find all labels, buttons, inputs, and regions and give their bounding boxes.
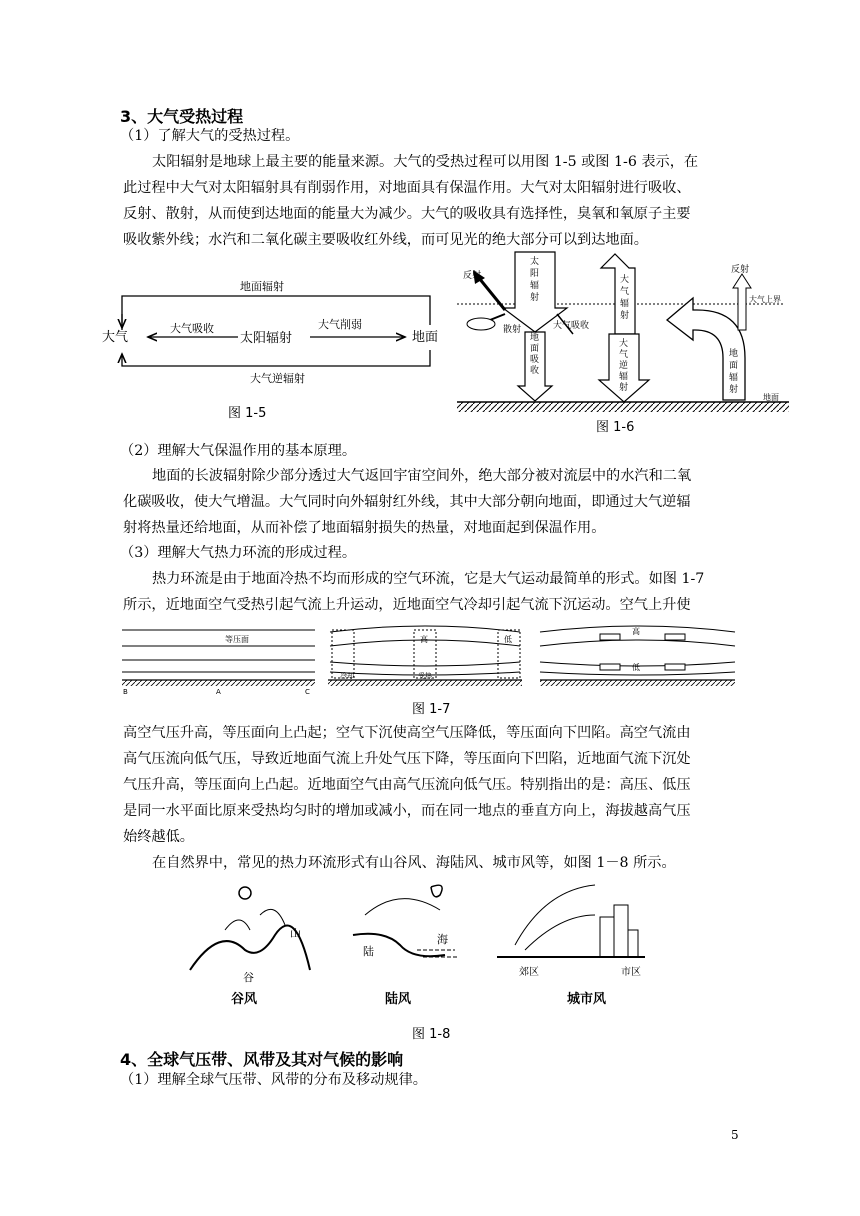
fig17-b: B xyxy=(123,688,128,696)
fig16-grad-3: 辐 xyxy=(729,373,739,383)
fig15-top-label: 地面辐射 xyxy=(240,280,284,293)
figure-1-7-caption: 图 1-7 xyxy=(412,702,451,717)
fig16-sun-2: 阳 xyxy=(530,269,540,279)
fig17-c: C xyxy=(305,688,310,696)
fig16-sun-4: 射 xyxy=(530,293,540,303)
subheading-2: （2）理解大气保温作用的基本原理。 xyxy=(120,443,357,459)
fig17-isobar: 等压面 xyxy=(225,635,249,644)
para-line: 所示，近地面空气受热引起气流上升运动，近地面空气冷却引起气流下沉运动。空气上升使 xyxy=(123,597,691,613)
fig17-a: A xyxy=(216,688,221,696)
fig16-atm-1: 大 xyxy=(620,275,630,285)
fig15-absorb: 大气吸收 xyxy=(170,322,214,335)
fig18-city: 市区 xyxy=(621,967,641,978)
section-3-heading: 3、大气受热过程 xyxy=(120,107,244,126)
fig16-ground: 地面 xyxy=(763,393,779,402)
para-line: 反射、散射，从而使到达地面的能量大为减少。大气的吸收具有选择性，臭氧和氧原子主要 xyxy=(123,206,691,222)
fig16-gabs-1: 地 xyxy=(530,333,540,343)
fig18-valley-wind: 谷风 xyxy=(231,992,258,1007)
figure-1-5 xyxy=(100,270,450,400)
fig18-city-wind: 城市风 xyxy=(567,992,607,1007)
fig15-weaken: 大气削弱 xyxy=(318,318,362,331)
para-line: 高气压流向低气压，导致近地面气流上升处气压下降，等压面向下凹陷，近地面气流下沉处 xyxy=(123,751,691,767)
fig16-back-2: 气 xyxy=(619,350,629,360)
para-line: 太阳辐射是地球上最主要的能量来源。大气的受热过程可以用图 1-5 或图 1-6 表示，在 xyxy=(152,154,699,170)
subheading-3: （3）理解大气热力环流的形成过程。 xyxy=(120,545,357,561)
page-number: 5 xyxy=(731,1128,739,1142)
fig16-atm-3: 辐 xyxy=(620,299,630,309)
section-4-heading: 4、全球气压带、风带及其对气候的影响 xyxy=(120,1050,404,1069)
figure-1-8 xyxy=(185,875,665,1015)
figure-1-7 xyxy=(120,622,740,697)
subheading-1: （1）了解大气的受热过程。 xyxy=(120,128,300,144)
fig16-back-5: 射 xyxy=(619,383,629,393)
fig15-atmosphere: 大气 xyxy=(102,330,129,345)
fig18-land-wind: 陆风 xyxy=(385,992,412,1007)
fig16-top-boundary: 大气上界 xyxy=(749,295,781,304)
figure-1-8-caption: 图 1-8 xyxy=(412,1027,451,1042)
para-line: 射将热量还给地面，从而补偿了地面辐射损失的热量，对地面起到保温作用。 xyxy=(123,520,606,536)
fig17-high-2: 高 xyxy=(632,627,640,636)
para-line: 吸收紫外线；水汽和二氧化碳主要吸收红外线，而可见光的绝大部分可以到达地面。 xyxy=(123,232,648,248)
para-line: 始终越低。 xyxy=(123,829,194,845)
para-line: 化碳吸收，使大气增温。大气同时向外辐射红外线，其中大部分朝向地面，即通过大气逆辐 xyxy=(123,494,691,510)
fig16-gabs-4: 收 xyxy=(530,366,540,376)
fig16-grad-4: 射 xyxy=(729,385,739,395)
fig16-grad-2: 面 xyxy=(729,361,739,371)
fig16-grad-1: 地 xyxy=(729,349,739,359)
fig17-heat: 受热 xyxy=(418,672,432,680)
para-line: 此过程中大气对太阳辐射具有削弱作用，对地面具有保温作用。大气对太阳辐射进行吸收、 xyxy=(123,180,691,196)
fig18-sea: 海 xyxy=(437,933,448,946)
fig16-scatter: 散射 xyxy=(503,325,522,335)
figure-1-5-caption: 图 1-5 xyxy=(228,406,267,421)
fig18-mountain: 山 xyxy=(290,927,301,940)
fig17-high: 高 xyxy=(420,635,428,644)
fig16-atm-2: 气 xyxy=(620,287,630,297)
fig16-atm-4: 射 xyxy=(620,311,630,321)
fig15-ground: 地面 xyxy=(412,330,439,345)
figure-1-6 xyxy=(455,248,795,413)
fig16-back-1: 大 xyxy=(619,339,629,349)
para-line: 气压升高，等压面向上凸起。近地面空气由高气压流向低气压。特别指出的是：高压、低压 xyxy=(123,777,691,793)
fig16-absorb: 大气吸收 xyxy=(553,321,590,331)
fig16-back-3: 逆 xyxy=(619,361,629,371)
para-line: 地面的长波辐射除少部分透过大气返回宇宙空间外，绝大部分被对流层中的水汽和二氧 xyxy=(152,468,692,484)
fig15-bottom: 大气逆辐射 xyxy=(250,372,305,385)
fig17-low-2: 低 xyxy=(632,663,640,672)
fig18-suburb: 郊区 xyxy=(519,967,539,978)
fig15-sun: 太阳辐射 xyxy=(240,331,293,346)
para-line: 高空气压升高，等压面向上凸起；空气下沉使高空气压降低，等压面向下凹陷。高空气流由 xyxy=(123,725,691,741)
fig16-reflect: 反射 xyxy=(463,271,482,281)
fig16-back-4: 辐 xyxy=(619,372,629,382)
figure-1-6-caption: 图 1-6 xyxy=(596,420,635,435)
fig16-gabs-2: 面 xyxy=(530,344,540,354)
subheading-4-1: （1）理解全球气压带、风带的分布及移动规律。 xyxy=(120,1072,427,1088)
fig16-sun-1: 太 xyxy=(530,257,540,267)
para-line: 在自然界中，常见的热力环流形式有山谷风、海陆风、城市风等，如图 1－8 所示。 xyxy=(152,855,676,871)
fig17-cold: 冷却 xyxy=(340,672,354,680)
fig16-gabs-3: 吸 xyxy=(530,355,540,365)
fig16-reflect2: 反射 xyxy=(731,265,750,275)
fig17-low: 低 xyxy=(504,635,512,644)
fig18-valley: 谷 xyxy=(243,971,254,984)
fig16-sun-3: 辐 xyxy=(530,281,540,291)
para-line: 是同一水平面比原来受热均匀时的增加或减小，而在同一地点的垂直方向上，海拔越高气压 xyxy=(123,803,691,819)
para-line: 热力环流是由于地面冷热不均而形成的空气环流，它是大气运动最简单的形式。如图 1-7 xyxy=(152,571,705,587)
fig18-land: 陆 xyxy=(363,945,374,958)
